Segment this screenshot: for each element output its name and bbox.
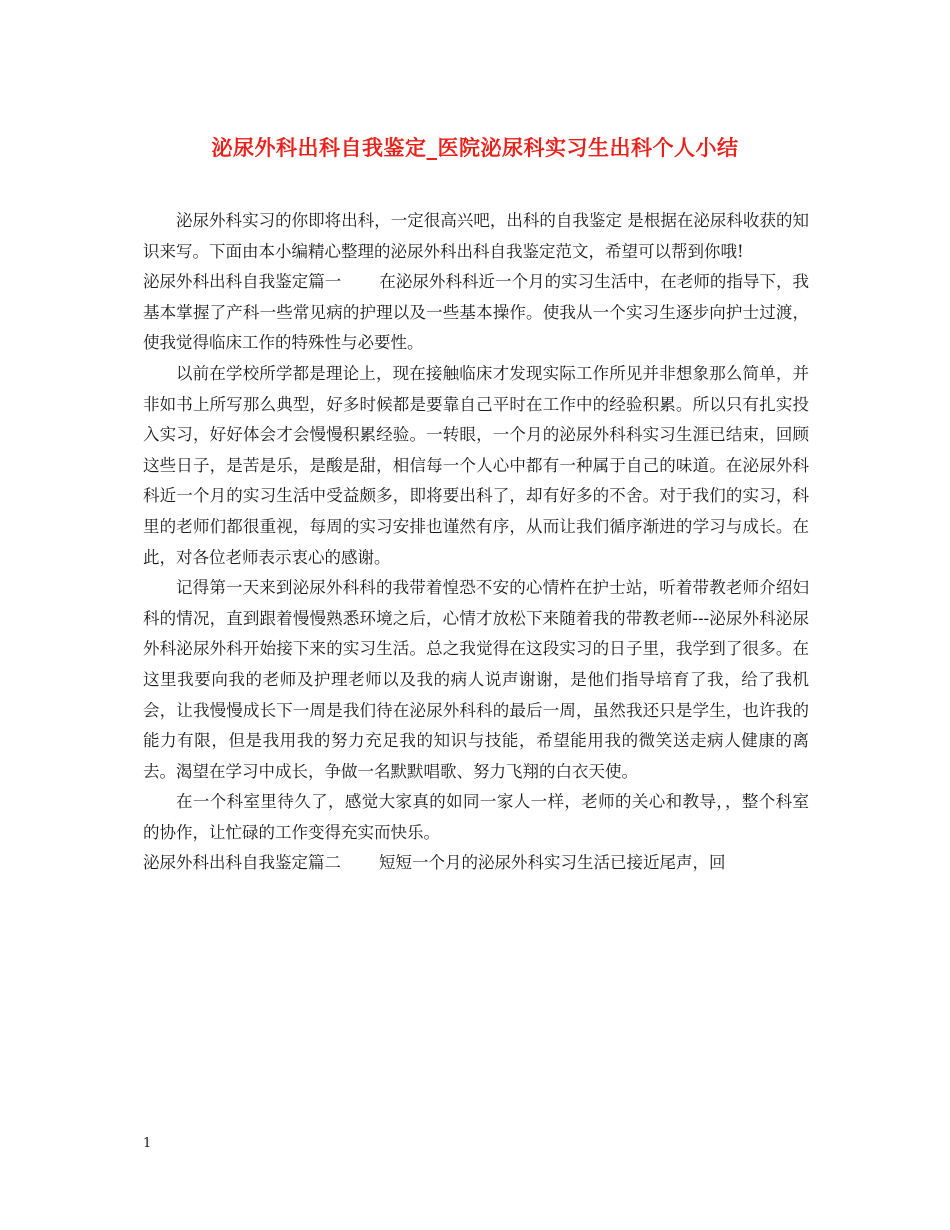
section-2-text: 短短一个月的泌尿外科实习生活已接近尾声，回 xyxy=(379,853,726,873)
paragraph-2: 以前在学校所学都是理论上，现在接触临床才发现实际工作所见并非想象那么简单，并非如书上所写那么典型，好多时候都是要靠自己平时在工作中的经验积累。所以只有扎实投入实习，好好体会才会慢慢积累经验。一转眼，一个月的泌尿外科科实习生涯已结束，回顾这些日子，是苦是乐，是酸是甜，相信每一个人心中都有一种属于自己的味道。在泌尿外科科近一个月的实习生活中受益颇多，即将要出科了，却有好多的不舍。对于我们的实习，科里的老师们都很重视，每周的实习安排也谨然有序，从而让我们循序渐进的学习与成长。在此，对各位老师表示衷心的感谢。 xyxy=(143,363,809,567)
document-body xyxy=(143,206,809,879)
section-1-heading: 泌尿外科出科自我鉴定篇一 xyxy=(143,272,342,292)
section-1-text: 在泌尿外科科近一个月的实习生活中，在老师的指导下，我基本掌握了产科一些常见病的护理以及一些基本操作。使我从一个实习生逐步向护士过渡，使我觉得临床工作的特殊性与必要性。 xyxy=(143,272,810,353)
paragraph-4: 在一个科室里待久了，感觉大家真的如同一家人一样，老师的关心和教导，，整个科室的协作，让忙碌的工作变得充实而快乐。 xyxy=(143,792,809,842)
section-2-heading: 泌尿外科出科自我鉴定篇二 xyxy=(143,853,341,873)
page-number: 1 xyxy=(143,1136,152,1151)
section-2-paragraph xyxy=(143,848,809,879)
intro-paragraph: 泌尿外科实习的你即将出科，一定很高兴吧，出科的自我鉴定 是根据在泌尿科收获的知识来写。下面由本小编精心整理的泌尿外科出科自我鉴定范文，希望可以帮到你哦! xyxy=(143,211,809,261)
section-1-paragraph xyxy=(143,267,809,359)
paragraph-3: 记得第一天来到泌尿外科科的我带着惶恐不安的心情杵在护士站，听着带教老师介绍妇科的情况，直到跟着慢慢熟悉环境之后，心情才放松下来随着我的带教老师---泌尿外科泌尿外科泌尿外科开始接下来的实习生活。总之我觉得在这段实习的日子里，我学到了很多。在这里我要向我的老师及护理老师以及我的病人说声谢谢，是他们指导培育了我，给了我机会，让我慢慢成长下一周是我们待在泌尿外科科的最后一周，虽然我还只是学生，也许我的能力有限，但是我用我的努力充足我的知识与技能，希望能用我的微笑送走病人健康的离去。渴望在学习中成长，争做一名默默唱歌、努力飞翔的白衣天使。 xyxy=(143,578,809,781)
document-title: 泌尿外科出科自我鉴定_医院泌尿科实习生出科个人小结 xyxy=(211,135,739,160)
